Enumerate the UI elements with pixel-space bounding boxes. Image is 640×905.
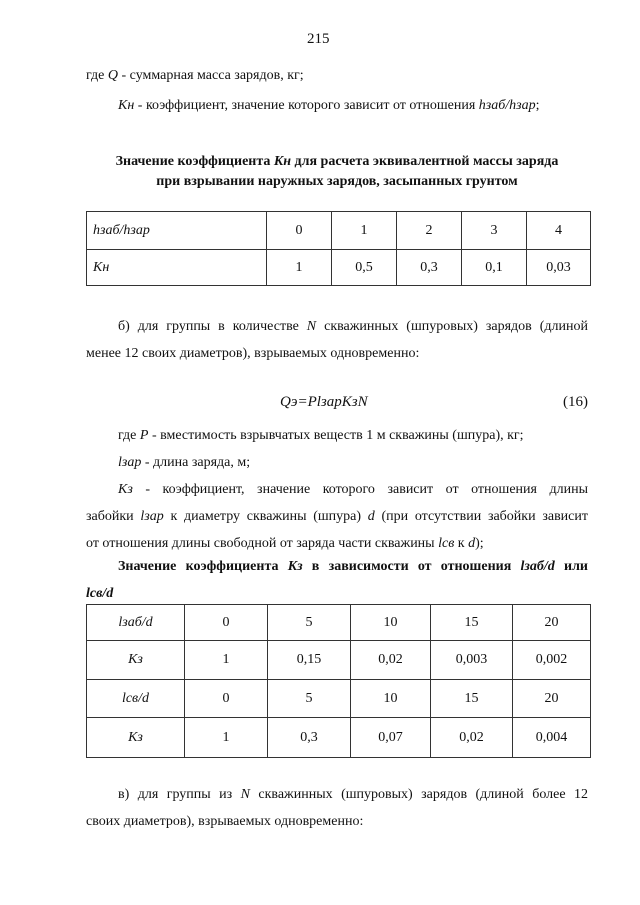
table-cell: 20 [513,680,591,718]
table-cell: 1 [185,718,268,758]
text: где [86,68,108,83]
paragraph-b [86,313,588,367]
table-cell: 0,003 [431,641,513,680]
text: - длина заряда, м; [141,455,251,470]
table-cell: 1 [267,250,332,286]
text-line [86,313,588,340]
table-cell: 3 [462,212,527,250]
kn-table [86,211,591,286]
variable: Kз [118,482,133,497]
text-line [86,503,588,530]
text: ; [535,98,540,113]
table-cell: 0,07 [351,718,431,758]
table-row [87,680,591,718]
text: Значение коэффициента [118,559,288,574]
variable: N [240,787,250,802]
table-row [87,212,591,250]
table-row [87,718,591,758]
table-cell: 0,5 [332,250,397,286]
variable: N [306,319,317,334]
text: к [454,536,469,551]
variable: Kн [273,154,292,169]
text: забойки [86,509,141,524]
text: скважинных (шпуровых) зарядов (длиной [316,319,588,334]
table-cell: 0,02 [431,718,513,758]
table-cell: 5 [268,605,351,641]
table2-heading [86,553,588,607]
heading-line: при взрывании наружных зарядов, засыпанных грунтом [156,174,518,189]
table-cell: 0 [185,680,268,718]
text-line: своих диаметров), взрываемых одновременно: [86,814,364,829]
variable: d [468,536,476,551]
text: - суммарная масса зарядов, кг; [118,68,304,83]
variable: P [139,428,149,443]
paragraph-kn-definition [118,92,598,119]
table-cell: 4 [527,212,591,250]
text-line [86,781,588,808]
equation-number: (16) [563,394,588,410]
paragraph-l-definition [118,449,588,476]
text-line [86,476,588,503]
table-cell: 0,002 [513,641,591,680]
variable: lзар [140,509,164,524]
variable: Kз [287,559,303,574]
table-cell: 15 [431,605,513,641]
text: (при отсутствии забойки зависит [374,509,588,524]
table-cell: Kз [87,641,185,680]
table-cell: 5 [268,680,351,718]
text: к диаметру скважины (шпура) [163,509,368,524]
table-cell: 0 [185,605,268,641]
text-line: менее 12 своих диаметров), взрываемых одновременно: [86,346,420,361]
text: скважинных (шпуровых) зарядов (длиной более 12 [249,787,589,802]
paragraph-q-definition [86,62,588,89]
text: где [118,428,140,443]
table-cell: 1 [332,212,397,250]
table-row [87,605,591,641]
variable: lзаб/d [520,559,555,574]
table-cell: 10 [351,605,431,641]
variable: Kн [118,98,135,113]
table-cell: 0,02 [351,641,431,680]
paragraph-kz-definition [86,476,588,557]
table-cell: 0,004 [513,718,591,758]
text: ); [475,536,484,551]
table-cell: 0 [267,212,332,250]
variable: d [367,509,375,524]
table-row [87,250,591,286]
text: - вместимость взрывчатых веществ 1 м скважины (шпура), кг; [148,428,524,443]
paragraph-v [86,781,588,835]
table-cell: 2 [397,212,462,250]
table-cell: 0,1 [462,250,527,286]
text: - коэффициент, значение которого зависит от отношения длины [132,482,588,497]
text: от отношения длины свободной от заряда части скважины [86,536,439,551]
text: в зависимости от отношения [302,559,521,574]
page-number: 215 [307,31,330,47]
kz-table [86,604,591,758]
text: б) для группы в количестве [118,319,307,334]
text: или [554,559,588,574]
table-cell: Kн [87,250,267,286]
paragraph-p-definition [118,422,588,449]
equation-16: Qэ=PlзарKзN [280,394,368,410]
table-cell: Kз [87,718,185,758]
table-row [87,641,591,680]
table-cell: 1 [185,641,268,680]
variable: Q [107,68,119,83]
variable: lзар [118,455,142,470]
table-cell: lзаб/d [87,605,185,641]
variable: lсв [438,536,455,551]
table-cell: hзаб/hзар [87,212,267,250]
text: Значение коэффициента [115,154,274,169]
table-cell: 0,3 [268,718,351,758]
heading-line [86,152,588,172]
text: - коэффициент, значение которого зависит от отношения [134,98,479,113]
table-cell: 0,15 [268,641,351,680]
table-cell: 20 [513,605,591,641]
table-cell: 15 [431,680,513,718]
table1-heading [86,152,588,192]
text: в) для группы из [118,787,241,802]
table-cell: 0,03 [527,250,591,286]
table-cell: 0,3 [397,250,462,286]
variable: hзаб/hзар [478,98,536,113]
heading-line [86,553,588,580]
table-cell: lсв/d [87,680,185,718]
heading-line: lсв/d [86,586,114,601]
table-cell: 10 [351,680,431,718]
text: для расчета эквивалентной массы заряда [291,154,559,169]
